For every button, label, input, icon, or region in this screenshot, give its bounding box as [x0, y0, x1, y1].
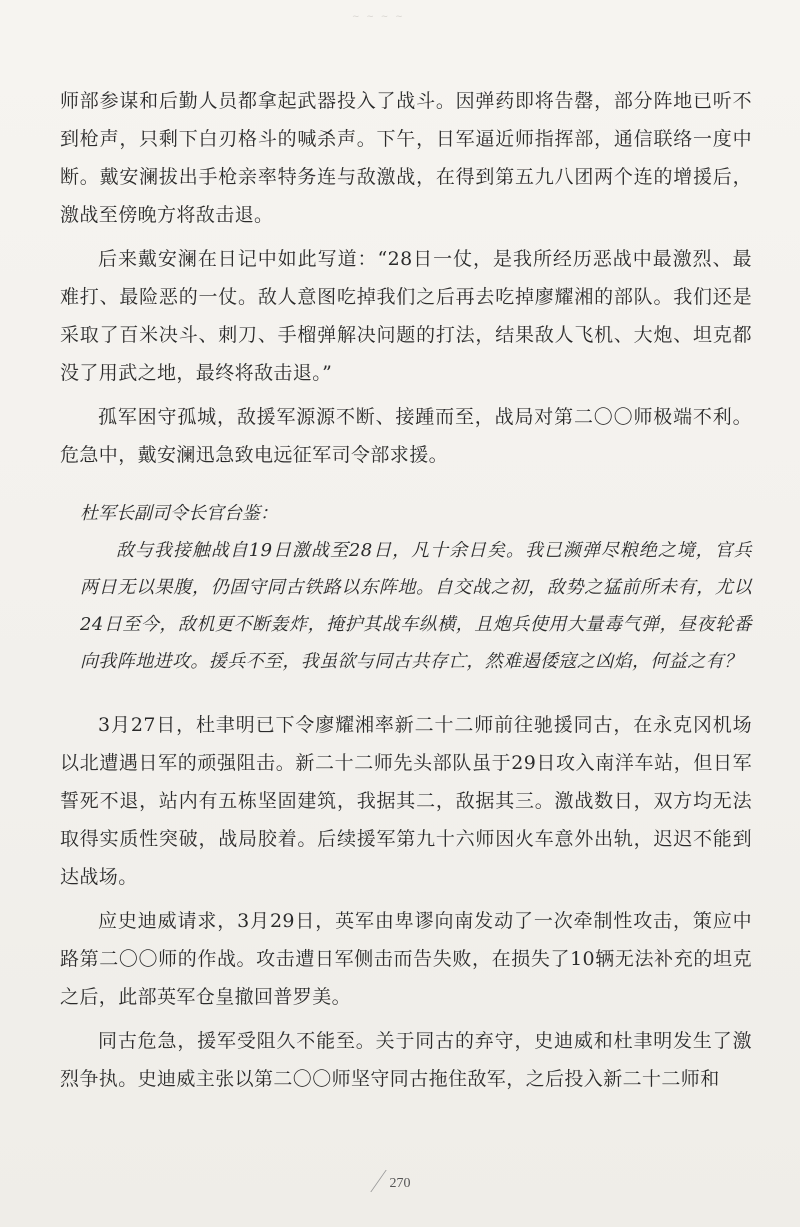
letter-body: 敌与我接触战自19日激战至28日，凡十余日矣。我已濒弹尽粮绝之境，官兵两日无以果腹，仍固守同古铁路以东阵地。自交战之初，敌势之猛前所未有，尤以24日至今，敌机更不断轰炸，掩护其战车纵横，且炮兵使用大量毒气弹，昼夜轮番向我阵地进攻。援兵不至，我虽欲与同古共存亡，然难遏倭寇之凶焰，何益之有？: [80, 540, 752, 672]
page-number: 270: [389, 1176, 411, 1191]
paragraph-reinforcement: 3月27日，杜聿明已下令廖耀湘率新二十二师前往驰援同古，在永克冈机场以北遭遇日军的顽强阻击。新二十二师先头部队虽于29日攻入南洋车站，但日军誓死不退，站内有五栋坚固建筑，我据其二，敌据其三。激战数日，双方均无法取得实质性突破，战局胶着。后续援军第九十六师因火车意外出轨，迟迟不能到达战场。: [60, 714, 752, 888]
faded-header-mark: ~ ~ ~ ~: [352, 12, 405, 22]
letter-salutation: 杜军长副司令长官台鉴：: [80, 503, 278, 524]
paragraph-continued: 师部参谋和后勤人员都拿起武器投入了战斗。因弹药即将告罄，部分阵地已听不到枪声，只剩下白刃格斗的喊杀声。下午，日军逼近师指挥部，通信联络一度中断。戴安澜拔出手枪亲率特务连与敌激战，在得到第五九八团两个连的增援后，激战至傍晚方将敌击退。: [60, 90, 752, 226]
telegram-letter: [60, 496, 752, 680]
paragraph-dispute: 同古危急，援军受阻久不能至。关于同古的弃守，史迪威和杜聿明发生了激烈争执。史迪威主张以第二〇〇师坚守同古拖住敌军，之后投入新二十二师和: [60, 1030, 752, 1090]
paragraph-diary-quote: 后来戴安澜在日记中如此写道：“28日一仗，是我所经历恶战中最激烈、最难打、最险恶的一仗。敌人意图吃掉我们之后再去吃掉廖耀湘的部队。我们还是采取了百米决斗、刺刀、手榴弹解决问题的打法，结果敌人飞机、大炮、坦克都没了用武之地，最终将敌击退。”: [60, 248, 752, 384]
body-text: [60, 82, 752, 1104]
paragraph-request-help: 孤军困守孤城，敌援军源源不断、接踵而至，战局对第二〇〇师极端不利。危急中，戴安澜迅急致电远征军司令部求援。: [60, 406, 752, 466]
paragraph-british-attack: 应史迪威请求，3月29日，英军由卑谬向南发动了一次牵制性攻击，策应中路第二〇〇师的作战。攻击遭日军侧击而告失败，在损失了10辆无法补充的坦克之后，此部英军仓皇撤回普罗美。: [60, 910, 752, 1008]
